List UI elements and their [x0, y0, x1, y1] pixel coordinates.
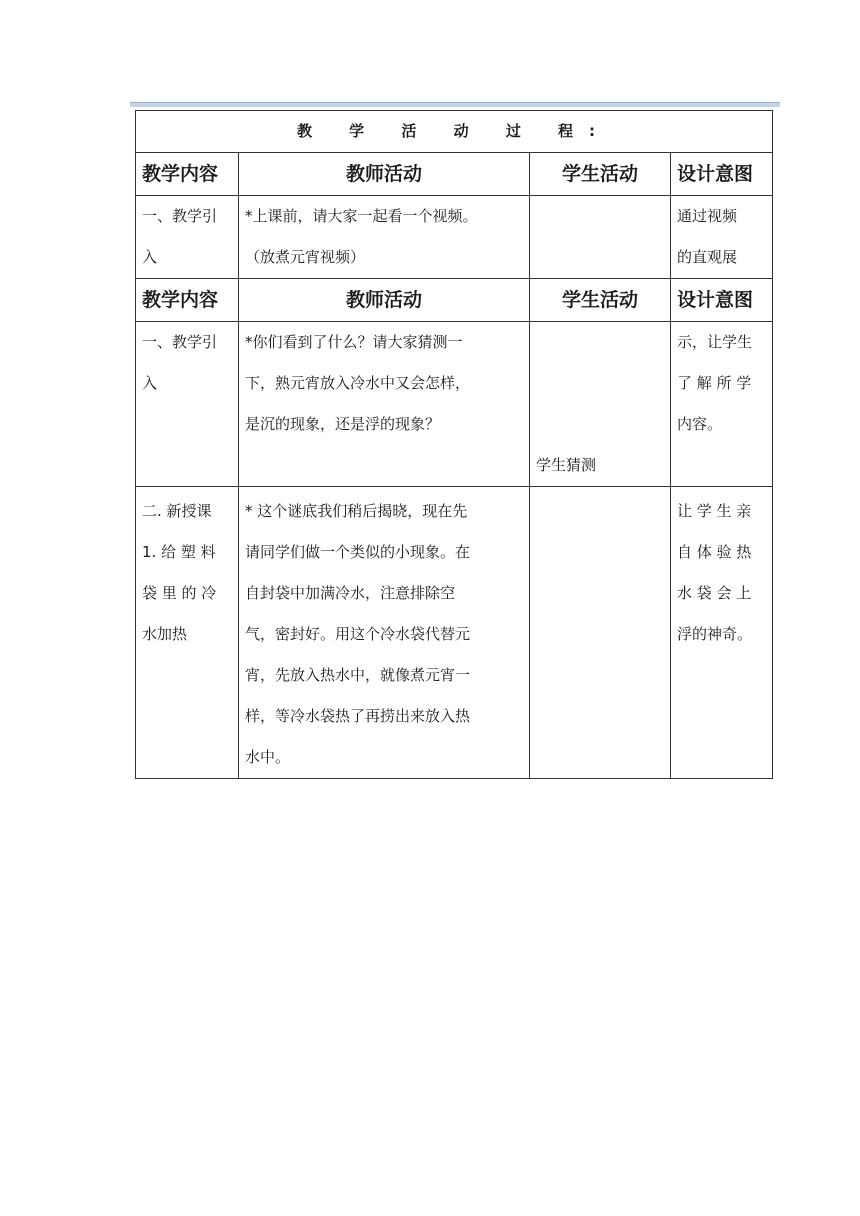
- cell-student-activity: [530, 322, 671, 487]
- table-title: 教 学 活 动 过 程:: [136, 111, 773, 153]
- cell-student-activity: [530, 487, 671, 779]
- table-row: [136, 487, 773, 779]
- cell-teacher-activity: *上课前，请大家一起看一个视频。 （放煮元宵视频）: [239, 196, 530, 279]
- table-row: [136, 322, 773, 487]
- student-guess-text: 学生猜测: [536, 456, 597, 474]
- header-design-intent: 设计意图: [671, 153, 773, 196]
- header-teacher-activity: 教师活动: [239, 279, 530, 322]
- header-content: 教学内容: [136, 279, 239, 322]
- cell-content: 二. 新授课 1. 给 塑 料 袋 里 的 冷 水加热: [136, 487, 239, 779]
- cell-teacher-activity: * 这个谜底我们稍后揭晓，现在先 请同学们做一个类似的小现象。在 自封袋中加满冷水，注意排除空 气，密封好。用这个冷水袋代替元 宵，先放入热水中，就像煮元宵一 样，等冷水袋热了再捞出来放入热 水中。: [239, 487, 530, 779]
- cell-design-intent: 让 学 生 亲 自 体 验 热 水 袋 会 上 浮的神奇。: [671, 487, 773, 779]
- cell-teacher-activity: *你们看到了什么？请大家猜测一 下，熟元宵放入冷水中又会怎样， 是沉的现象，还是浮的现象？: [239, 322, 530, 487]
- header-row: [136, 153, 773, 196]
- header-student-activity: 学生活动: [530, 153, 671, 196]
- cell-design-intent: 通过视频 的直观展: [671, 196, 773, 279]
- header-content: 教学内容: [136, 153, 239, 196]
- header-student-activity: 学生活动: [530, 279, 671, 322]
- cell-content: 一、教学引 入: [136, 196, 239, 279]
- lesson-process-table: [135, 110, 773, 779]
- header-row-repeat: [136, 279, 773, 322]
- cell-content: 一、教学引 入: [136, 322, 239, 487]
- cell-design-intent: 示，让学生 了 解 所 学 内容。: [671, 322, 773, 487]
- top-rule: [130, 102, 780, 107]
- cell-student-activity: [530, 196, 671, 279]
- header-teacher-activity: 教师活动: [239, 153, 530, 196]
- header-design-intent: 设计意图: [671, 279, 773, 322]
- table-row: [136, 196, 773, 279]
